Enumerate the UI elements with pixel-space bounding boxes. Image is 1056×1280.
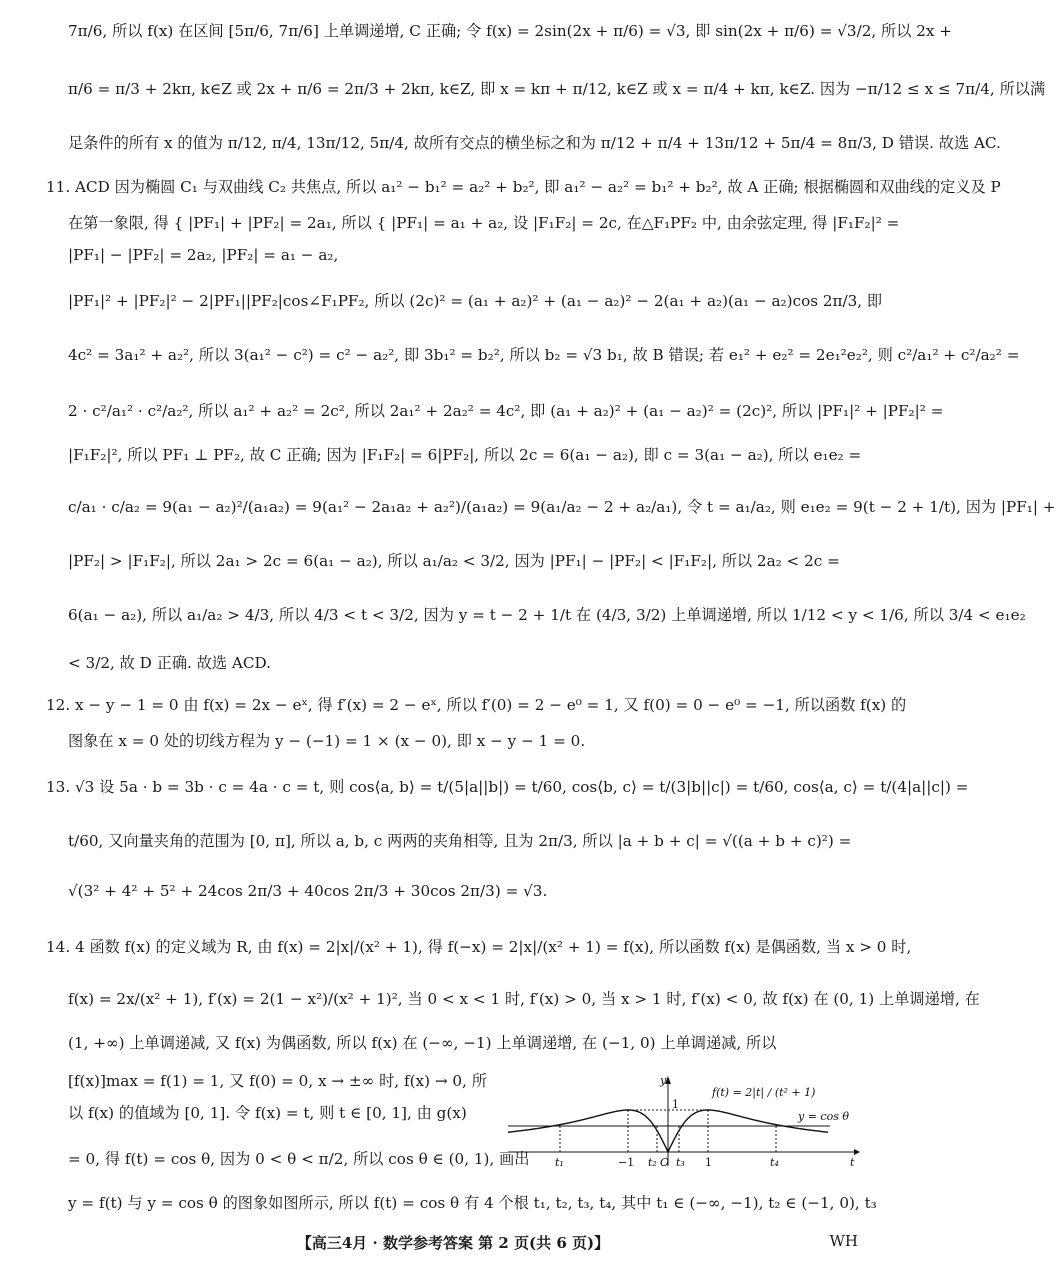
text-line: t/60, 又向量夹角的范围为 [0, π], 所以 a, b, c 两两的夹角相等, 且为 2π/3, 所以 |a + b + c| = √((a + b + c)²) = [68, 832, 852, 850]
text-line: 13. √3 设 5a · b = 3b · c = 4a · c = t, 则 cos⟨a, b⟩ = t/(5|a||b|) = t/60, cos⟨b, c⟩ = t/(3|b||c|) = t/60, cos⟨a, c⟩ = t/(4|a||c|) = [46, 778, 969, 796]
text-line: 以 f(x) 的值域为 [0, 1]. 令 f(x) = t, 则 t ∈ [0, 1], 由 g(x) [68, 1104, 467, 1122]
tick-t3: t₃ [676, 1156, 685, 1169]
text-line: √(3² + 4² + 5² + 24cos 2π/3 + 40cos 2π/3 + 30cos 2π/3) = √3. [68, 882, 548, 900]
text-line: π/6 = π/3 + 2kπ, k∈Z 或 2x + π/6 = 2π/3 + 2kπ, k∈Z, 即 x = kπ + π/12, k∈Z 或 x = π/4 + kπ, k∈Z. 因为 −π/12 ≤ x ≤ 7π/4, 所以满 [68, 80, 1046, 98]
text-line: 7π/6, 所以 f(x) 在区间 [5π/6, 7π/6] 上单调递增, C 正确; 令 f(x) = 2sin(2x + π/6) = √3, 即 sin(2x + π/6) = √3/2, 所以 2x + [68, 22, 953, 40]
text-line: 11. ACD 因为椭圆 C₁ 与双曲线 C₂ 共焦点, 所以 a₁² − b₁² = a₂² + b₂², 即 a₁² − a₂² = b₁² + b₂², 故 A 正确; 根据椭圆和双曲线的定义及 P [46, 178, 1001, 196]
text-line: 12. x − y − 1 = 0 由 f(x) = 2x − eˣ, 得 f′(x) = 2 − eˣ, 所以 f′(0) = 2 − e⁰ = 1, 又 f(0) = 0 − e⁰ = −1, 所以函数 f(x) 的 [46, 696, 907, 714]
cos-label: y = cos θ [798, 1110, 849, 1123]
text-line: 足条件的所有 x 的值为 π/12, π/4, 13π/12, 5π/4, 故所有交点的横坐标之和为 π/12 + π/4 + 13π/12 + 5π/4 = 8π/3, D 错误. 故选 AC. [68, 134, 1001, 152]
function-graph [500, 1070, 860, 1170]
tick-neg1: −1 [618, 1156, 635, 1169]
text-line: (1, +∞) 上单调递减, 又 f(x) 为偶函数, 所以 f(x) 在 (−∞, −1) 上单调递增, 在 (−1, 0) 上单调递减, 所以 [68, 1034, 777, 1052]
tick-t1: t₁ [555, 1156, 564, 1169]
text-line: |PF₁|² + |PF₂|² − 2|PF₁||PF₂|cos∠F₁PF₂, 所以 (2c)² = (a₁ + a₂)² + (a₁ − a₂)² − 2(a₁ + a₂)(a₁ − a₂)cos 2π/3, 即 [68, 292, 883, 310]
text-line: < 3/2, 故 D 正确. 故选 ACD. [68, 654, 271, 672]
text-line: = 0, 得 f(t) = cos θ, 因为 0 < θ < π/2, 所以 cos θ ∈ (0, 1), 画出 [68, 1150, 530, 1168]
text-line: 14. 4 函数 f(x) 的定义域为 R, 由 f(x) = 2|x|/(x² + 1), 得 f(−x) = 2|x|/(x² + 1) = f(x), 所以函数 f(x) 是偶函数, 当 x > 0 时, [46, 938, 912, 956]
tick-t2: t₂ [648, 1156, 657, 1169]
text-line: f(x) = 2x/(x² + 1), f′(x) = 2(1 − x²)/(x² + 1)², 当 0 < x < 1 时, f′(x) > 0, 当 x > 1 时, f′(x) < 0, 故 f(x) 在 (0, 1) 上单调递增, 在 [68, 990, 980, 1008]
tick-t4: t₄ [770, 1156, 779, 1169]
y-axis-label: y [660, 1074, 667, 1087]
text-line: |PF₂| > |F₁F₂|, 所以 2a₁ > 2c = 6(a₁ − a₂), 所以 a₁/a₂ < 3/2, 因为 |PF₁| − |PF₂| < |F₁F₂|, 所以 2a₂ < 2c = [68, 552, 840, 570]
text-line: c/a₁ · c/a₂ = 9(a₁ − a₂)²/(a₁a₂) = 9(a₁² − 2a₁a₂ + a₂²)/(a₁a₂) = 9(a₁/a₂ − 2 + a₂/a₁), 令 t = a₁/a₂, 则 e₁e₂ = 9(t − 2 + 1/t), 因为 |PF₁| + [68, 498, 1056, 516]
text-line: [f(x)]max = f(1) = 1, 又 f(0) = 0, x → ±∞ 时, f(x) → 0, 所 [68, 1072, 487, 1090]
text-line: |F₁F₂|², 所以 PF₁ ⊥ PF₂, 故 C 正确; 因为 |F₁F₂| = 6|PF₂|, 所以 2c = 6(a₁ − a₂), 即 c = 3(a₁ − a₂), 所以 e₁e₂ = [68, 446, 862, 464]
f-label: f(t) = 2|t| / (t² + 1) [712, 1086, 816, 1099]
text-line: 在第一象限, 得 { |PF₁| + |PF₂| = 2a₁, 所以 { |PF₁| = a₁ + a₂, 设 |F₁F₂| = 2c, 在△F₁PF₂ 中, 由余弦定理, 得 |F₁F₂|² = [68, 214, 900, 232]
text-line: 图象在 x = 0 处的切线方程为 y − (−1) = 1 × (x − 0), 即 x − y − 1 = 0. [68, 732, 586, 750]
graph-svg [500, 1070, 860, 1170]
footer-title: 【高三4月 · 数学参考答案 第 2 页(共 6 页)】 [296, 1234, 610, 1252]
tick-origin: O [660, 1156, 670, 1169]
text-line: 4c² = 3a₁² + a₂², 所以 3(a₁² − c²) = c² − a₂², 即 3b₁² = b₂², 所以 b₂ = √3 b₁, 故 B 错误; 若 e₁² + e₂² = 2e₁²e₂², 则 c²/a₁² + c²/a₂² = [68, 346, 1020, 364]
text-line: 2 · c²/a₁² · c²/a₂², 所以 a₁² + a₂² = 2c², 所以 2a₁² + 2a₂² = 4c², 即 (a₁ + a₂)² + (a₁ − a₂)² = (2c)², 所以 |PF₁|² + |PF₂|² = [68, 402, 944, 420]
x-axis-arrow [854, 1149, 860, 1155]
tick-1: 1 [705, 1156, 712, 1169]
footer-code: WH [829, 1232, 858, 1250]
text-line: 6(a₁ − a₂), 所以 a₁/a₂ > 4/3, 所以 4/3 < t < 3/2, 因为 y = t − 2 + 1/t 在 (4/3, 3/2) 上单调递增, 所以 1/12 < y < 1/6, 所以 3/4 < e₁e₂ [68, 606, 1026, 624]
x-axis-label: t [850, 1156, 855, 1169]
max-value-label: 1 [672, 1098, 679, 1111]
text-line: |PF₁| − |PF₂| = 2a₂, |PF₂| = a₁ − a₂, [68, 246, 339, 264]
text-line: y = f(t) 与 y = cos θ 的图象如图所示, 所以 f(t) = cos θ 有 4 个根 t₁, t₂, t₃, t₄, 其中 t₁ ∈ (−∞, −1), t₂ ∈ (−1, 0), t₃ [68, 1194, 877, 1212]
